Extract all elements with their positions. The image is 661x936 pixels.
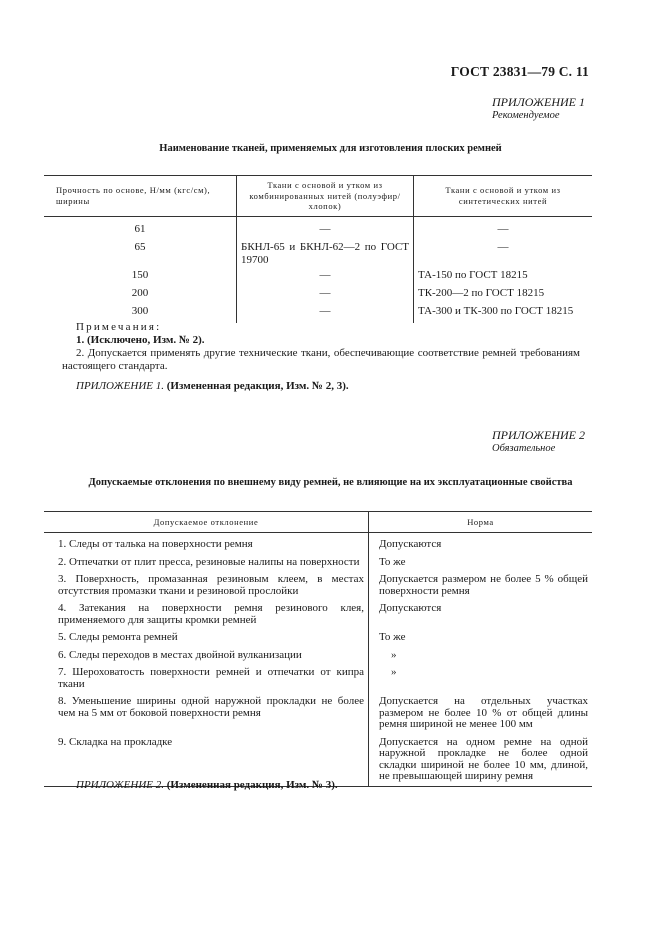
table-cell: Допускается на отдельных участках размером не более 10 % от общей длины ремня шириной не менее 100 мм [369,693,593,734]
table-cell: ТА-150 по ГОСТ 18215 [414,269,593,287]
table-cell: » [369,647,593,665]
table-cell: Допускается на одном ремне на одной наружной прокладке не более одной складки шириной не более 10 мм, длиной, не превышающей ширину ремня [369,734,593,787]
table-row [44,216,592,241]
table-cell: — [237,305,414,323]
table-row [44,287,592,305]
table-cell: 61 [134,222,146,235]
appendix2-label: ПРИЛОЖЕНИЕ 2 [492,428,585,442]
table-row [44,664,592,693]
appendix1-label-block [492,96,585,122]
table-cell: — [414,216,593,241]
table-row [44,629,592,647]
table-cell: 4. Затекания на поверхности ремня резинового клея, применяемого для защиты кромки ремней [58,602,364,626]
page-header: ГОСТ 23831—79 С. 11 [450,64,589,79]
table-cell: 2. Отпечатки от плит пресса, резиновые налипы на поверхности [58,555,360,568]
table-cell: 8. Уменьшение ширины одной наружной прокладки не более чем на 5 мм от боковой поверхности ремня [58,695,364,719]
table-row [44,241,592,269]
table-row [44,305,592,323]
table-cell: То же [369,554,593,572]
table-cell: — [237,287,414,305]
table-row [44,269,592,287]
table-row [44,554,592,572]
table-cell: » [369,664,593,693]
table-cell: — [237,216,414,241]
appendix2-revision [76,779,338,792]
note-2: 2. Допускается применять другие технические ткани, обеспечивающие соответствие ремней требованиям настоящего стандарта. [62,347,580,372]
appendix2-title: Допускаемые отклонения по внешнему виду ремней, не влияющие на их эксплуатационные свойства [88,477,573,488]
table-row [44,533,592,554]
table-header-row [44,512,592,533]
table-cell: 300 [131,304,149,317]
table-cell: 5. Следы ремонта ремней [58,631,178,643]
revision-label: ПРИЛОЖЕНИЕ 2. [76,779,164,791]
table-cell: ТА-300 и ТК-300 по ГОСТ 18215 [414,305,593,323]
table-cell: Допускаются [369,600,593,629]
revision-label: ПРИЛОЖЕНИЕ 1. [76,380,164,392]
appendix1-revision [76,380,349,393]
table-cell: Допускается размером не более 5 % общей поверхности ремня [369,571,593,600]
table-row [44,600,592,629]
table-cell: 7. Шероховатость поверхности ремней и отпечатки от кипра ткани [58,666,364,690]
table-cell: 6. Следы переходов в местах двойной вулканизации [58,648,302,661]
table-cell: Допускаются [369,533,593,554]
column-header-synthetic: Ткани с основой и утком из синтетических нитей [414,176,593,217]
table-cell: БКНЛ-65 и БКНЛ-62—2 по ГОСТ 19700 [237,241,414,269]
table-cell: 200 [131,286,149,299]
table-cell: 150 [131,268,149,281]
appendix2-status: Обязательное [492,443,556,454]
column-header-deviation: Допускаемое отклонение [44,512,369,533]
appendix1-status: Рекомендуемое [492,110,560,121]
deviations-table [44,511,592,787]
table-cell: — [414,241,593,269]
revision-text: (Измененная редакция, Изм. № 2, 3). [166,380,349,392]
table-cell: 9. Складка на прокладке [44,734,369,787]
column-header-combined: Ткани с основой и утком из комбинированных нитей (полуэфир/хлопок) [237,176,414,217]
table-cell: — [237,269,414,287]
table-cell: 3. Поверхность, промазанная резиновым клеем, в местах отсутствия промазки ткани и резиновой прослойки [58,573,364,597]
fabrics-table [44,175,592,323]
table-cell: То же [369,629,593,647]
appendix1-label: ПРИЛОЖЕНИЕ 1 [492,95,585,109]
table-row [44,571,592,600]
note-1: 1. (Исключено, Изм. № 2). [76,334,205,346]
table-cell: ТК-200—2 по ГОСТ 18215 [414,287,593,305]
table-row [44,647,592,665]
column-header-norm: Норма [369,512,593,533]
appendix2-label-block [492,429,585,455]
table-cell: 1. Следы от талька на поверхности ремня [58,538,253,550]
table-row [44,693,592,734]
revision-text: (Измененная редакция, Изм. № 3). [166,779,338,791]
table-cell: 65 [134,240,146,253]
column-header-strength: Прочность по основе, Н/мм (кгс/см), ширины [44,176,237,217]
table-header-row [44,176,592,217]
appendix1-title: Наименование тканей, применяемых для изготовления плоских ремней [159,143,502,154]
notes-heading: Примечания: [76,321,162,333]
